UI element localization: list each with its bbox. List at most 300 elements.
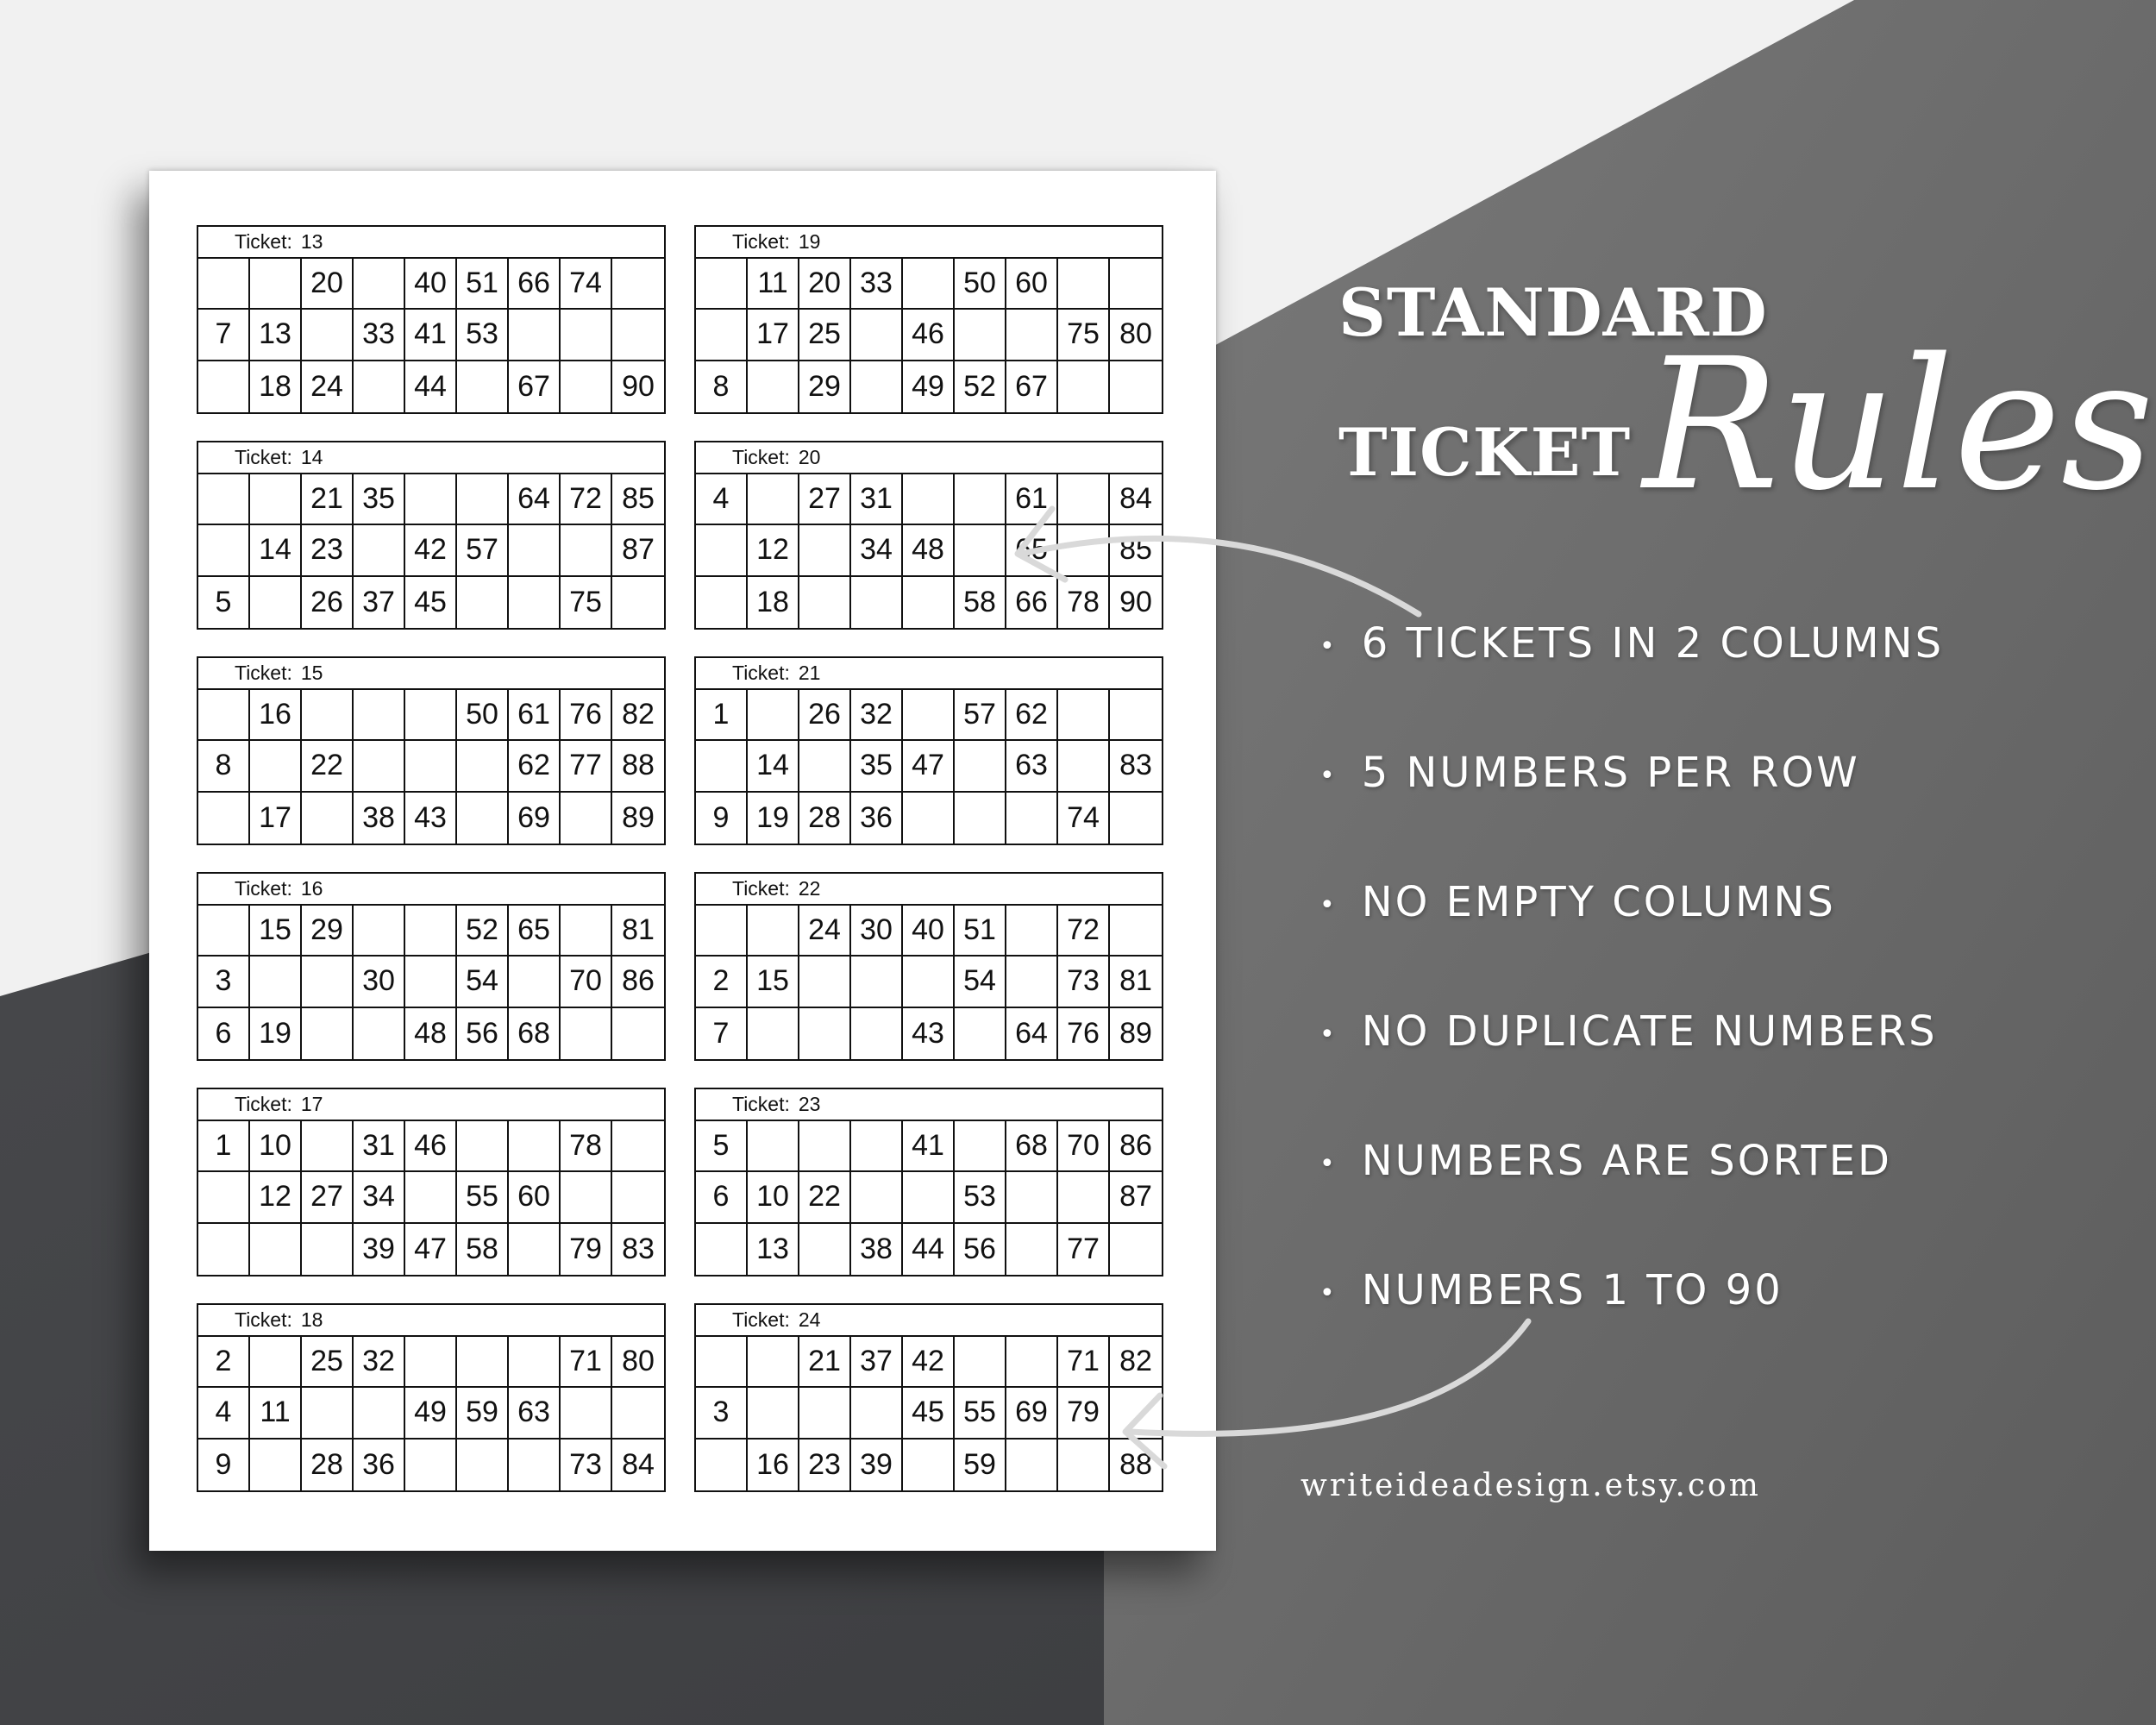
ticket-cell: 51: [955, 906, 1006, 957]
ticket-cell: 71: [1058, 1337, 1110, 1388]
ticket-cell: 4: [696, 474, 748, 525]
ticket-cell: [696, 259, 748, 310]
ticket-cell: 38: [851, 1224, 903, 1275]
ticket-cell: 33: [851, 259, 903, 310]
ticket-cell: [612, 1388, 664, 1439]
ticket-cell: 18: [250, 361, 302, 412]
ticket-cell: [696, 906, 748, 957]
ticket-cell: 20: [302, 259, 354, 310]
ticket-cell: 13: [250, 310, 302, 361]
ticket-cell: 42: [405, 525, 457, 576]
ticket-cell: 55: [457, 1172, 509, 1223]
ticket-cell: 87: [1110, 1172, 1162, 1223]
ticket-cell: 43: [405, 793, 457, 844]
rule-item: [1319, 749, 1860, 797]
ticket-cell: [302, 793, 354, 844]
ticket-cell: [851, 310, 903, 361]
ticket-cell: 63: [509, 1388, 561, 1439]
ticket-cell: [1006, 906, 1058, 957]
ticket-cell: [198, 690, 250, 741]
ticket-cell: 81: [612, 906, 664, 957]
ticket-cell: 9: [198, 1440, 250, 1490]
ticket-cell: 74: [1058, 793, 1110, 844]
ticket-cell: [799, 741, 851, 792]
ticket-cell: [696, 525, 748, 576]
ticket-label: Ticket:: [235, 877, 292, 900]
ticket-cell: 90: [1119, 585, 1152, 618]
ticket-cell: [405, 1440, 457, 1490]
ticket-cell: 69: [509, 793, 561, 844]
ticket-cell: [561, 361, 612, 412]
ticket-cell: 85: [1110, 525, 1162, 576]
ticket-cell: [250, 1224, 302, 1275]
ticket-cell: [1110, 361, 1162, 412]
ticket-cell: 10: [250, 1121, 302, 1172]
ticket-cell: [302, 1008, 354, 1059]
ticket-cell: 39: [354, 1224, 405, 1275]
ticket-cell: [799, 525, 851, 576]
ticket-cell: 83: [1110, 741, 1162, 792]
ticket-cell: 60: [509, 1172, 561, 1223]
rule-item: [1319, 878, 1836, 926]
ticket-cell: 68: [1006, 1121, 1058, 1172]
ticket-cell: 1: [198, 1121, 250, 1172]
ticket-cell: [748, 1121, 799, 1172]
ticket-cell: [198, 906, 250, 957]
ticket-cell: [405, 1172, 457, 1223]
ticket-cell: [1006, 793, 1058, 844]
bullet-icon: •: [1319, 1148, 1338, 1179]
ticket-cell: [354, 741, 405, 792]
ticket-cell: [457, 1121, 509, 1172]
rule-text: NO DUPLICATE NUMBERS: [1361, 1007, 1938, 1056]
ticket-number: 16: [300, 877, 323, 900]
ticket-cell: [748, 690, 799, 741]
ticket-cell: [405, 957, 457, 1007]
ticket-cell: [955, 310, 1006, 361]
ticket-cell: 5: [198, 577, 250, 628]
ticket-cell: 72: [561, 474, 612, 525]
ticket-label: Ticket:: [732, 877, 790, 900]
ticket-cell: 50: [457, 690, 509, 741]
ticket-cell: [748, 1388, 799, 1439]
ticket-cell: [1110, 906, 1162, 957]
ticket-cell: 61: [509, 690, 561, 741]
title-rules-script: Rules: [1643, 319, 2154, 530]
ticket-cell: [799, 957, 851, 1007]
ticket-grid: [198, 1121, 664, 1275]
ticket-label: Ticket:: [235, 662, 292, 684]
ticket-cell: [851, 361, 903, 412]
ticket-cell: [561, 906, 612, 957]
ticket-cell: 58: [457, 1224, 509, 1275]
ticket-cell: [509, 1224, 561, 1275]
ticket-cell: 65: [1006, 525, 1058, 576]
ticket-cell: 58: [955, 577, 1006, 628]
ticket-cell: [1058, 525, 1110, 576]
ticket-cell: 82: [612, 690, 664, 741]
ticket-cell: 8: [198, 741, 250, 792]
ticket-cell: [354, 525, 405, 576]
ticket-cell: 24: [302, 361, 354, 412]
ticket-grid: [198, 1337, 664, 1490]
ticket-cell: 43: [903, 1008, 955, 1059]
ticket-cell: 78: [1058, 577, 1110, 628]
ticket-cell: 52: [955, 361, 1006, 412]
ticket-header: [696, 1305, 1162, 1337]
ticket-21: [694, 656, 1163, 845]
ticket-cell: 16: [748, 1440, 799, 1490]
ticket-grid: [198, 259, 664, 412]
ticket-cell: 90: [622, 369, 655, 403]
ticket-22: [694, 872, 1163, 1061]
ticket-cell: 89: [622, 800, 655, 834]
ticket-cell: [903, 957, 955, 1007]
ticket-cell: [903, 259, 955, 310]
ticket-cell: [612, 1121, 664, 1172]
ticket-cell: [1006, 957, 1058, 1007]
ticket-cell: 42: [903, 1337, 955, 1388]
ticket-cell: [302, 1388, 354, 1439]
ticket-cell: [696, 1440, 748, 1490]
ticket-cell: 49: [405, 1388, 457, 1439]
ticket-cell: 14: [250, 525, 302, 576]
ticket-label: Ticket:: [732, 446, 790, 468]
ticket-cell: 40: [903, 906, 955, 957]
ticket-cell: 59: [457, 1388, 509, 1439]
ticket-cell: [799, 1008, 851, 1059]
ticket-cell: [696, 1337, 748, 1388]
ticket-18: [197, 1303, 666, 1492]
ticket-cell: [1006, 1337, 1058, 1388]
bullet-icon: •: [1319, 760, 1338, 791]
ticket-cell: [1058, 361, 1110, 412]
ticket-cell: 29: [799, 361, 851, 412]
ticket-header: [696, 658, 1162, 690]
ticket-header: [198, 1089, 664, 1121]
ticket-cell: 6: [696, 1172, 748, 1223]
ticket-cell: 45: [903, 1388, 955, 1439]
ticket-cell: [198, 1224, 250, 1275]
ticket-cell: [1058, 259, 1110, 310]
ticket-grid: [696, 1121, 1162, 1275]
ticket-cell: [561, 1388, 612, 1439]
ticket-cell: 56: [457, 1008, 509, 1059]
ticket-number: 15: [300, 662, 323, 684]
ticket-cell: [1110, 690, 1162, 741]
ticket-cell: [955, 1121, 1006, 1172]
rule-item: [1319, 1266, 1783, 1314]
ticket-cell: [405, 906, 457, 957]
ticket-cell: 69: [1006, 1388, 1058, 1439]
ticket-cell: 76: [561, 690, 612, 741]
ticket-cell: 45: [405, 577, 457, 628]
ticket-cell: [1058, 1172, 1110, 1223]
ticket-grid: [696, 259, 1162, 412]
ticket-cell: [1006, 310, 1058, 361]
ticket-15: [197, 656, 666, 845]
ticket-label: Ticket:: [732, 1308, 790, 1331]
ticket-cell: [561, 793, 612, 844]
ticket-cell: [1110, 793, 1162, 844]
ticket-grid: [696, 690, 1162, 844]
ticket-cell: 38: [354, 793, 405, 844]
ticket-cell: [457, 577, 509, 628]
ticket-cell: 24: [799, 906, 851, 957]
ticket-14: [197, 441, 666, 630]
ticket-cell: [955, 1008, 1006, 1059]
ticket-cell: 17: [748, 310, 799, 361]
ticket-cell: 85: [612, 474, 664, 525]
ticket-cell: [851, 577, 903, 628]
ticket-cell: [561, 1008, 612, 1059]
ticket-cell: [696, 577, 748, 628]
ticket-cell: 10: [748, 1172, 799, 1223]
bullet-icon: •: [1319, 889, 1338, 920]
ticket-cell: 20: [799, 259, 851, 310]
ticket-cell: 70: [1058, 1121, 1110, 1172]
ticket-cell: 78: [561, 1121, 612, 1172]
ticket-cell: 72: [1058, 906, 1110, 957]
ticket-17: [197, 1088, 666, 1276]
ticket-cell: 22: [799, 1172, 851, 1223]
ticket-cell: [509, 957, 561, 1007]
bullet-icon: •: [1319, 1277, 1338, 1308]
ticket-cell: [561, 525, 612, 576]
ticket-cell: 64: [509, 474, 561, 525]
bullet-icon: •: [1319, 1019, 1338, 1050]
ticket-cell: 16: [250, 690, 302, 741]
ticket-cell: 59: [955, 1440, 1006, 1490]
ticket-cell: [903, 474, 955, 525]
ticket-cell: 19: [250, 1008, 302, 1059]
ticket-cell: 22: [302, 741, 354, 792]
ticket-cell: 87: [612, 525, 664, 576]
ticket-cell: [955, 525, 1006, 576]
ticket-cell: 7: [696, 1008, 748, 1059]
ticket-cell: [250, 1440, 302, 1490]
ticket-cell: [903, 577, 955, 628]
ticket-cell: 68: [509, 1008, 561, 1059]
ticket-13: [197, 225, 666, 414]
ticket-cell: [250, 577, 302, 628]
ticket-grid: [198, 474, 664, 628]
ticket-cell: [354, 1388, 405, 1439]
ticket-cell: 41: [903, 1121, 955, 1172]
ticket-cell: [851, 1008, 903, 1059]
ticket-cell: 12: [250, 1172, 302, 1223]
ticket-cell: [955, 1337, 1006, 1388]
ticket-cell: [198, 793, 250, 844]
rule-item: [1319, 1007, 1938, 1056]
ticket-cell: 79: [1058, 1388, 1110, 1439]
ticket-cell: 3: [198, 957, 250, 1007]
ticket-cell: 66: [509, 259, 561, 310]
ticket-cell: 21: [302, 474, 354, 525]
ticket-cell: 84: [622, 1447, 655, 1481]
ticket-cell: [696, 741, 748, 792]
ticket-cell: 54: [457, 957, 509, 1007]
ticket-cell: [955, 793, 1006, 844]
ticket-cell: 67: [509, 361, 561, 412]
ticket-header: [696, 227, 1162, 259]
ticket-header: [198, 658, 664, 690]
ticket-cell: [302, 690, 354, 741]
ticket-cell: 41: [405, 310, 457, 361]
ticket-label: Ticket:: [235, 446, 292, 468]
ticket-cell: 34: [851, 525, 903, 576]
title-ticket: TICKET: [1338, 414, 1632, 491]
ticket-cell: [903, 793, 955, 844]
ticket-cell: 37: [851, 1337, 903, 1388]
ticket-cell: 13: [748, 1224, 799, 1275]
ticket-cell: 60: [1006, 259, 1058, 310]
ticket-label: Ticket:: [235, 1308, 292, 1331]
ticket-cell: 15: [250, 906, 302, 957]
ticket-cell: 39: [851, 1440, 903, 1490]
ticket-cell: 37: [354, 577, 405, 628]
ticket-cell: [302, 1121, 354, 1172]
ticket-cell: [561, 310, 612, 361]
ticket-cell: [198, 259, 250, 310]
ticket-cell: [457, 1337, 509, 1388]
ticket-16: [197, 872, 666, 1061]
ticket-cell: 66: [1006, 577, 1058, 628]
rule-item: [1319, 619, 1944, 668]
ticket-cell: 34: [354, 1172, 405, 1223]
ticket-cell: 12: [748, 525, 799, 576]
ticket-cell: 46: [405, 1121, 457, 1172]
ticket-cell: [302, 957, 354, 1007]
ticket-cell: 3: [696, 1388, 748, 1439]
ticket-cell: [955, 474, 1006, 525]
ticket-cell: [748, 1337, 799, 1388]
ticket-cell: 36: [851, 793, 903, 844]
ticket-cell: 18: [748, 577, 799, 628]
ticket-cell: 53: [457, 310, 509, 361]
ticket-grid: [696, 474, 1162, 628]
ticket-cell: 32: [851, 690, 903, 741]
ticket-grid: [198, 690, 664, 844]
ticket-cell: [748, 361, 799, 412]
ticket-number: 14: [300, 446, 323, 468]
ticket-cell: 79: [561, 1224, 612, 1275]
ticket-cell: 75: [561, 577, 612, 628]
ticket-cell: [612, 577, 664, 628]
ticket-19: [694, 225, 1163, 414]
ticket-cell: 49: [903, 361, 955, 412]
ticket-cell: 17: [250, 793, 302, 844]
ticket-cell: 54: [955, 957, 1006, 1007]
ticket-cell: 67: [1006, 361, 1058, 412]
ticket-number: 21: [798, 662, 821, 684]
ticket-cell: [851, 1388, 903, 1439]
ticket-cell: [405, 690, 457, 741]
ticket-cell: [612, 259, 664, 310]
ticket-cell: 25: [799, 310, 851, 361]
ticket-number: 18: [300, 1308, 323, 1331]
ticket-cell: [1058, 474, 1110, 525]
ticket-cell: 31: [851, 474, 903, 525]
ticket-cell: 88: [612, 741, 664, 792]
ticket-cell: [457, 361, 509, 412]
ticket-cell: 19: [748, 793, 799, 844]
ticket-cell: 44: [405, 361, 457, 412]
ticket-cell: 29: [302, 906, 354, 957]
ticket-cell: 4: [198, 1388, 250, 1439]
ticket-cell: 32: [354, 1337, 405, 1388]
ticket-number: 23: [798, 1093, 821, 1115]
ticket-cell: 2: [198, 1337, 250, 1388]
ticket-cell: [354, 259, 405, 310]
ticket-cell: 28: [799, 793, 851, 844]
ticket-cell: 14: [748, 741, 799, 792]
ticket-label: Ticket:: [732, 230, 790, 253]
ticket-cell: [250, 957, 302, 1007]
ticket-grid: [198, 906, 664, 1059]
ticket-cell: 6: [198, 1008, 250, 1059]
bullet-icon: •: [1319, 630, 1338, 662]
ticket-cell: [354, 906, 405, 957]
ticket-cell: 23: [799, 1440, 851, 1490]
ticket-cell: [903, 690, 955, 741]
ticket-cell: [457, 474, 509, 525]
ticket-cell: [457, 741, 509, 792]
ticket-number: 24: [798, 1308, 821, 1331]
ticket-cell: 74: [561, 259, 612, 310]
ticket-cell: 35: [354, 474, 405, 525]
ticket-cell: 50: [955, 259, 1006, 310]
ticket-cell: [1110, 1224, 1162, 1275]
ticket-label: Ticket:: [732, 1093, 790, 1115]
ticket-cell: 62: [509, 741, 561, 792]
ticket-cell: [354, 690, 405, 741]
ticket-cell: 76: [1058, 1008, 1110, 1059]
ticket-cell: 23: [302, 525, 354, 576]
ticket-header: [198, 227, 664, 259]
ticket-cell: [1006, 1172, 1058, 1223]
ticket-cell: [1058, 741, 1110, 792]
ticket-cell: [405, 741, 457, 792]
ticket-cell: 86: [612, 957, 664, 1007]
title-standard: STANDARD: [1338, 274, 1768, 351]
ticket-cell: 53: [955, 1172, 1006, 1223]
rule-text: 6 TICKETS IN 2 COLUMNS: [1361, 619, 1945, 668]
ticket-cell: 25: [302, 1337, 354, 1388]
ticket-cell: 80: [1110, 310, 1162, 361]
ticket-cell: 27: [302, 1172, 354, 1223]
ticket-cell: [509, 1121, 561, 1172]
ticket-cell: [903, 1172, 955, 1223]
ticket-cell: [509, 310, 561, 361]
ticket-cell: 83: [622, 1232, 655, 1265]
ticket-cell: 65: [509, 906, 561, 957]
ticket-cell: [799, 1224, 851, 1275]
ticket-cell: 47: [903, 741, 955, 792]
ticket-cell: [198, 525, 250, 576]
ticket-cell: [955, 741, 1006, 792]
ticket-cell: [250, 259, 302, 310]
ticket-cell: [1058, 1440, 1110, 1490]
ticket-cell: 48: [903, 525, 955, 576]
ticket-sheet: [149, 171, 1216, 1551]
rule-text: 5 NUMBERS PER ROW: [1361, 749, 1860, 797]
ticket-cell: 40: [405, 259, 457, 310]
ticket-cell: [748, 474, 799, 525]
ticket-cell: [198, 1172, 250, 1223]
ticket-cell: [250, 1337, 302, 1388]
ticket-cell: 55: [955, 1388, 1006, 1439]
